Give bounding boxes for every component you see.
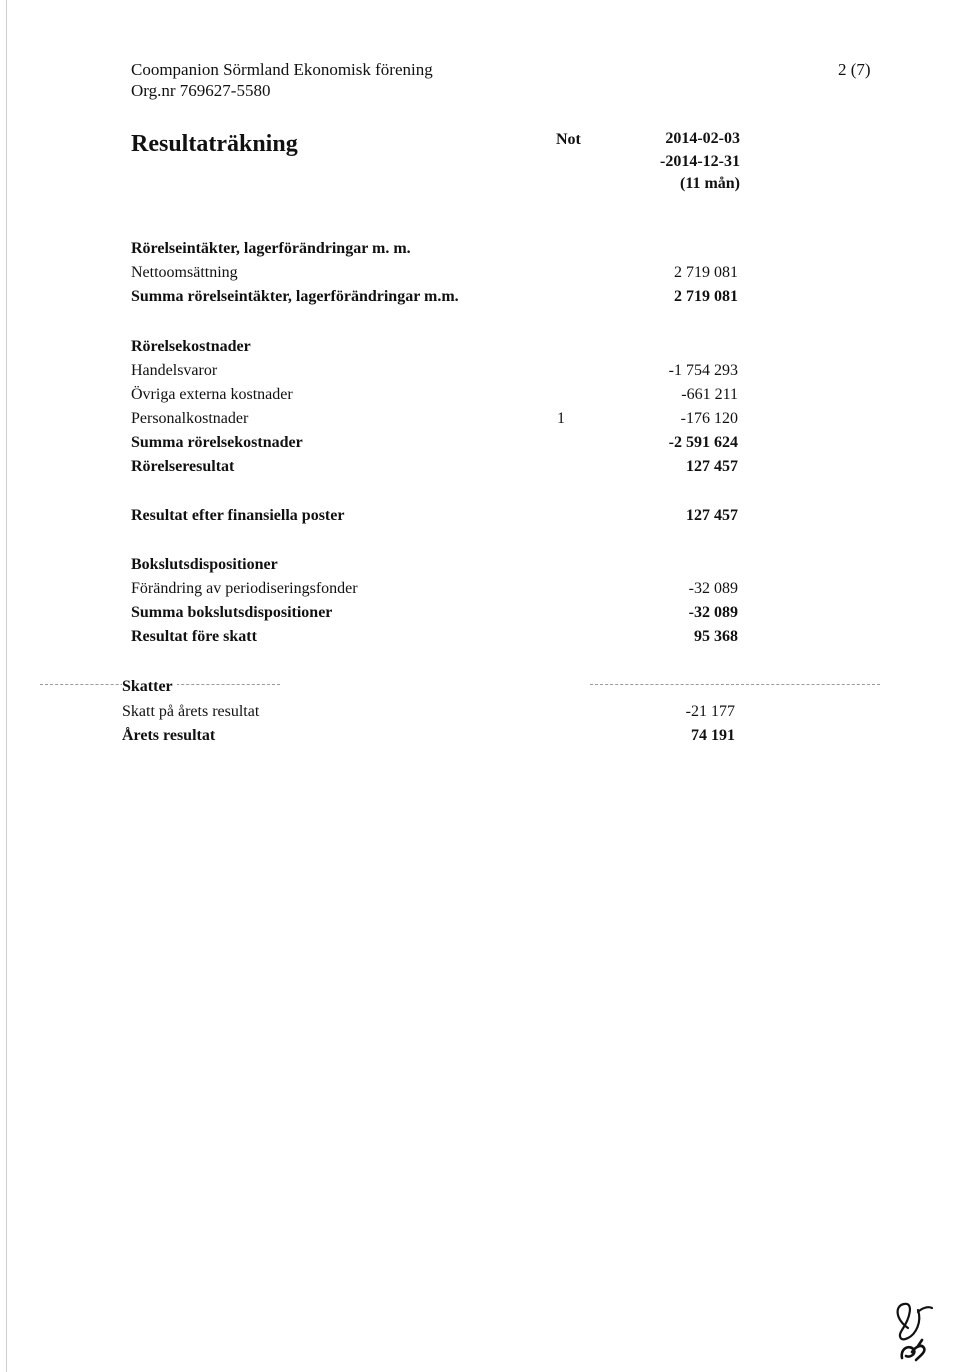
page-number: 2 (7) [838,60,871,79]
section-heading-appropriations: Bokslutsdispositioner [131,556,278,573]
note-reference: 1 [557,410,565,427]
scan-edge-line [6,0,7,1372]
row-amount: -661 211 [681,386,738,403]
row-amount-total: 127 457 [686,507,738,524]
row-label: Handelsvaror [131,362,218,379]
row-amount-total: 127 457 [686,458,738,475]
row-amount: -21 177 [685,703,735,720]
row-amount: -176 120 [680,410,738,427]
row-amount-total: 2 719 081 [674,288,738,305]
row-amount-total: 95 368 [694,628,738,645]
row-label-total: Summa bokslutsdispositioner [131,604,333,621]
section-heading-costs: Rörelsekostnader [131,338,251,355]
row-amount-total: -32 089 [688,604,738,621]
row-amount-total: 74 191 [691,727,735,744]
note-column-header: Not [556,131,581,148]
row-label: Övriga externa kostnader [131,386,293,403]
period-start: 2014-02-03 [665,130,740,147]
row-label-total: Årets resultat [122,727,216,744]
row-label: Skatt på årets resultat [122,703,260,720]
period-end: -2014-12-31 [660,153,740,170]
org-number: Org.nr 769627-5580 [131,81,271,100]
company-name: Coompanion Sörmland Ekonomisk förening [131,60,433,79]
page-title: Resultaträkning [131,131,298,157]
row-label-total: Summa rörelseintäkter, lagerförändringar m.m. [131,288,459,305]
scan-dash-right [590,684,880,685]
row-label-total: Resultat före skatt [131,628,257,645]
handwritten-initials [888,1300,938,1366]
period-months: (11 mån) [680,175,740,192]
row-label-total: Summa rörelsekostnader [131,434,303,451]
row-label: Nettoomsättning [131,264,238,281]
section-heading-taxes: Skatter [122,678,177,696]
row-amount: -1 754 293 [668,362,738,379]
section-heading-revenue: Rörelseintäkter, lagerförändringar m. m. [131,240,411,257]
row-label-total: Resultat efter finansiella poster [131,507,345,524]
row-label: Personalkostnader [131,410,249,427]
row-amount-total: -2 591 624 [668,434,738,451]
row-amount: -32 089 [688,580,738,597]
row-label: Förändring av periodiseringsfonder [131,580,358,597]
row-amount: 2 719 081 [674,264,738,281]
row-label-total: Rörelseresultat [131,458,235,475]
